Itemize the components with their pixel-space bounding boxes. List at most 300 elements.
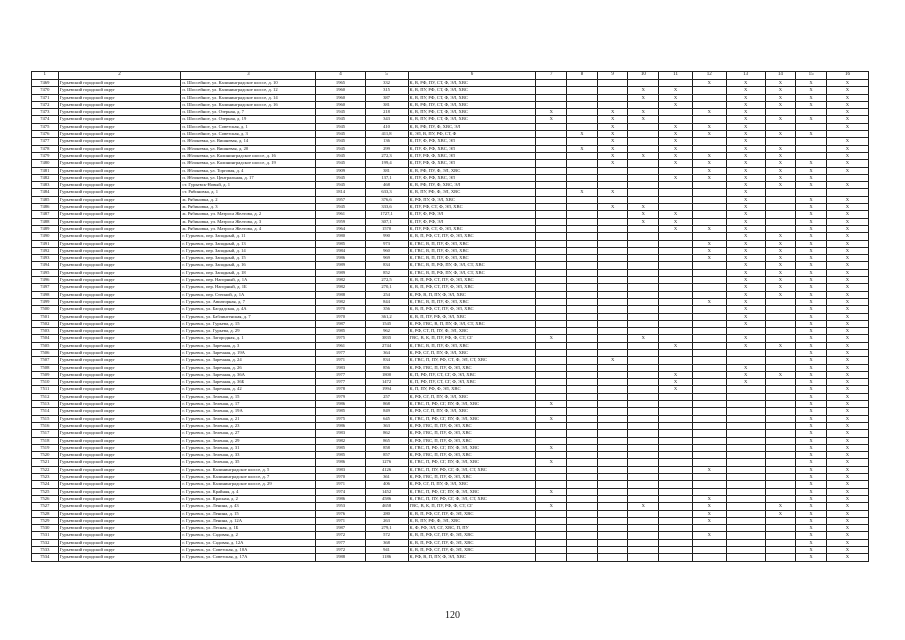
table-cell: 7480 xyxy=(32,160,59,167)
table-cell xyxy=(536,364,567,371)
table-cell: X xyxy=(659,145,693,152)
table-cell xyxy=(765,481,796,488)
table-cell xyxy=(726,525,765,532)
table-cell xyxy=(726,474,765,481)
table-cell: X xyxy=(826,401,868,408)
table-cell: 137,1 xyxy=(365,174,408,181)
table-cell: X xyxy=(826,422,868,429)
table-cell: 1945 xyxy=(316,152,365,159)
table-cell: 1945 xyxy=(316,174,365,181)
table-cell: 7504 xyxy=(32,335,59,342)
table-cell: X xyxy=(826,218,868,225)
table-cell: 1988 xyxy=(316,291,365,298)
table-cell xyxy=(567,167,598,174)
housing-register-table xyxy=(31,71,869,562)
table-cell xyxy=(536,430,567,437)
table-row xyxy=(32,539,869,546)
table-cell xyxy=(796,123,827,130)
table-cell: X xyxy=(796,196,827,203)
table-cell: X xyxy=(597,357,628,364)
table-cell: Гурьевский городской округ xyxy=(58,204,181,211)
table-cell xyxy=(597,306,628,313)
table-cell: Гурьевский городской округ xyxy=(58,349,181,356)
table-cell: X xyxy=(726,80,765,87)
table-cell xyxy=(726,459,765,466)
table-cell: К, РФ, СГ, П, ПУ, Ф, ЭЛ, ХВС xyxy=(408,393,536,400)
table-cell: 7498 xyxy=(32,291,59,298)
table-cell: X xyxy=(796,247,827,254)
table-cell xyxy=(628,532,659,539)
table-cell: Гурьевский городской округ xyxy=(58,422,181,429)
table-cell xyxy=(628,138,659,145)
table-cell: 7509 xyxy=(32,371,59,378)
table-cell xyxy=(765,189,796,196)
table-cell: 7517 xyxy=(32,430,59,437)
table-cell: К, РФ, ГВС, П, ПУ, Ф, ЭЛ, ХВС xyxy=(408,430,536,437)
table-cell: 468 xyxy=(365,182,408,189)
table-cell: 7492 xyxy=(32,247,59,254)
table-cell: 7473 xyxy=(32,109,59,116)
table-cell xyxy=(567,211,598,218)
table-cell xyxy=(628,488,659,495)
table-cell xyxy=(597,371,628,378)
table-cell xyxy=(567,306,598,313)
table-cell xyxy=(597,408,628,415)
table-cell: Гурьевский городской округ xyxy=(58,298,181,305)
table-cell xyxy=(659,262,693,269)
column-number-cell: 11 xyxy=(659,72,693,80)
table-cell: 218 xyxy=(365,109,408,116)
table-cell: X xyxy=(692,152,726,159)
table-cell: 7476 xyxy=(32,131,59,138)
table-cell: 406 xyxy=(365,481,408,488)
table-cell xyxy=(628,262,659,269)
table-cell xyxy=(765,488,796,495)
table-cell: X xyxy=(659,225,693,232)
table-cell: X xyxy=(826,313,868,320)
column-number-cell: 16 xyxy=(826,72,868,80)
table-cell: К, В, ПУ, РФ, СТ, Ф, ЭЛ, ХВС xyxy=(408,109,536,116)
table-cell: К, ГВС, П, РФ, СГ, ПУ, Ф, ЭЛ, ХВС xyxy=(408,415,536,422)
table-cell xyxy=(692,189,726,196)
table-cell: X xyxy=(726,204,765,211)
table-cell xyxy=(692,335,726,342)
table-cell xyxy=(628,393,659,400)
table-cell: X xyxy=(726,123,765,130)
table-cell xyxy=(692,204,726,211)
table-cell: 1985 xyxy=(316,408,365,415)
table-cell xyxy=(567,401,598,408)
table-cell xyxy=(567,357,598,364)
table-cell: X xyxy=(826,415,868,422)
table-cell xyxy=(726,408,765,415)
table-cell xyxy=(659,247,693,254)
table-cell xyxy=(597,474,628,481)
table-cell: X xyxy=(726,313,765,320)
table-cell: 381 xyxy=(365,167,408,174)
table-cell: X xyxy=(765,87,796,94)
table-cell: X xyxy=(826,94,868,101)
table-row xyxy=(32,371,869,378)
table-cell: X xyxy=(796,342,827,349)
table-cell xyxy=(659,401,693,408)
table-cell: X xyxy=(536,459,567,466)
table-cell xyxy=(726,510,765,517)
table-cell xyxy=(692,87,726,94)
table-cell xyxy=(628,408,659,415)
table-cell: 1945 xyxy=(316,123,365,130)
table-cell: К, В, П, РФ, СГ, ПУ, Ф, ЭЛ, ХВС xyxy=(408,510,536,517)
table-cell: 862 xyxy=(365,430,408,437)
table-cell xyxy=(659,554,693,561)
table-cell xyxy=(567,495,598,502)
table-cell xyxy=(567,233,598,240)
table-cell: 1989 xyxy=(316,269,365,276)
table-cell xyxy=(597,517,628,524)
table-cell: ст. Рябиновка, д. 1 xyxy=(181,189,316,196)
table-cell: К, РФ, СГ, П, ПУ, Ф, ЭЛ, ХВС xyxy=(408,481,536,488)
table-cell: г. Гурьевск, ул. Садовая, д. 2 xyxy=(181,532,316,539)
table-cell xyxy=(796,152,827,159)
table-row xyxy=(32,452,869,459)
table-cell xyxy=(536,233,567,240)
table-cell: X xyxy=(726,371,765,378)
table-cell: 361 xyxy=(365,474,408,481)
table-cell: X xyxy=(726,291,765,298)
table-cell: К, РФ, В, П, ПУ, Ф, ЭЛ, ХВС xyxy=(408,291,536,298)
table-cell: 1987 xyxy=(316,320,365,327)
table-cell xyxy=(659,182,693,189)
table-cell: X xyxy=(826,510,868,517)
table-cell: X xyxy=(796,379,827,386)
table-cell: Гурьевский городской округ xyxy=(58,444,181,451)
table-cell: г. Гурьевск, ул. Красная, д. 2 xyxy=(181,495,316,502)
table-cell: X xyxy=(796,510,827,517)
table-cell xyxy=(765,408,796,415)
table-cell xyxy=(692,211,726,218)
table-cell: Гурьевский городской округ xyxy=(58,554,181,561)
table-cell: 1814 xyxy=(316,189,365,196)
table-cell: 257 xyxy=(365,393,408,400)
table-cell xyxy=(597,167,628,174)
table-cell xyxy=(536,328,567,335)
table-cell xyxy=(597,444,628,451)
table-cell xyxy=(567,539,598,546)
table-row xyxy=(32,277,869,284)
table-cell: К, ЭЛ, В, ПУ, РФ, СТ, Ф xyxy=(408,131,536,138)
table-cell: X xyxy=(726,225,765,232)
table-cell xyxy=(628,379,659,386)
table-cell xyxy=(659,306,693,313)
table-cell xyxy=(765,335,796,342)
table-cell xyxy=(536,291,567,298)
column-number-cell: 8 xyxy=(567,72,598,80)
table-row xyxy=(32,211,869,218)
table-cell: 361,2 xyxy=(365,313,408,320)
table-cell: г. Гурьевск, ул. Крайняя, д. 4 xyxy=(181,488,316,495)
table-cell: 7519 xyxy=(32,444,59,451)
table-cell: 7516 xyxy=(32,422,59,429)
table-cell xyxy=(567,109,598,116)
table-cell xyxy=(567,481,598,488)
table-cell: г. Гурьевск, ул. Зеленая, д. 21 xyxy=(181,415,316,422)
table-cell xyxy=(659,364,693,371)
table-cell: 960 xyxy=(365,247,408,254)
table-cell xyxy=(597,422,628,429)
table-cell xyxy=(628,371,659,378)
table-cell xyxy=(567,204,598,211)
table-cell: 973 xyxy=(365,240,408,247)
table-cell: 856 xyxy=(365,364,408,371)
table-row xyxy=(32,240,869,247)
table-cell: К, ГВС, П, РФ, СГ, ПУ, Ф, ЭЛ, ХВС xyxy=(408,488,536,495)
table-row xyxy=(32,495,869,502)
table-cell: 834 xyxy=(365,262,408,269)
table-cell: 1988 xyxy=(316,554,365,561)
table-cell: X xyxy=(796,364,827,371)
table-cell: 1971 xyxy=(316,517,365,524)
table-cell: ж. Рябиновка, ул. Матроса Желтова, д. 2 xyxy=(181,211,316,218)
table-row xyxy=(32,306,869,313)
table-cell xyxy=(692,145,726,152)
table-cell: 7503 xyxy=(32,328,59,335)
table-cell xyxy=(536,379,567,386)
table-cell xyxy=(726,437,765,444)
table-cell xyxy=(765,415,796,422)
table-cell xyxy=(692,101,726,108)
table-cell xyxy=(765,320,796,327)
table-cell: X xyxy=(765,277,796,284)
table-cell xyxy=(692,386,726,393)
column-number-cell: 5 xyxy=(365,72,408,80)
table-cell: 7531 xyxy=(32,532,59,539)
table-cell: X xyxy=(765,145,796,152)
table-cell xyxy=(536,196,567,203)
table-cell: X xyxy=(659,386,693,393)
table-cell: К, В, ПУ, РФ, СТ, Ф, ЭЛ, ХВС xyxy=(408,116,536,123)
table-cell: Гурьевский городской округ xyxy=(58,393,181,400)
table-cell xyxy=(726,444,765,451)
table-cell: X xyxy=(726,233,765,240)
table-cell: 633,3 xyxy=(365,189,408,196)
table-cell xyxy=(765,459,796,466)
table-cell: 7471 xyxy=(32,94,59,101)
table-cell xyxy=(765,532,796,539)
table-cell xyxy=(567,422,598,429)
table-cell: X xyxy=(726,196,765,203)
table-cell: п. Яблоневка, ул. Калининградское шоссе, д. 19 xyxy=(181,160,316,167)
table-cell xyxy=(536,357,567,364)
table-cell: 356 xyxy=(365,306,408,313)
table-cell: 7474 xyxy=(32,116,59,123)
table-cell xyxy=(628,459,659,466)
table-cell: Гурьевский городской округ xyxy=(58,123,181,130)
table-cell xyxy=(536,313,567,320)
table-cell: Гурьевский городской округ xyxy=(58,247,181,254)
table-cell: К, В, П, РФ, СГ, ПУ, Ф, ЭЛ, ХВС xyxy=(408,547,536,554)
table-cell: X xyxy=(826,371,868,378)
table-cell xyxy=(597,342,628,349)
table-cell xyxy=(597,430,628,437)
table-cell xyxy=(597,364,628,371)
table-cell: 1945 xyxy=(316,160,365,167)
table-cell: X xyxy=(796,357,827,364)
table-cell: X xyxy=(826,225,868,232)
table-cell xyxy=(597,269,628,276)
table-cell xyxy=(628,182,659,189)
table-cell: К, ГВС, В, П, ПУ, Ф, ЭЛ, ХВС xyxy=(408,247,536,254)
table-cell: 1970 xyxy=(316,474,365,481)
table-row xyxy=(32,123,869,130)
table-cell: 1982 xyxy=(316,437,365,444)
table-cell xyxy=(536,189,567,196)
table-cell xyxy=(692,539,726,546)
table-cell: X xyxy=(726,145,765,152)
table-cell: X xyxy=(726,109,765,116)
table-cell: г. Гурьевск, ул. Советская, д. 10А xyxy=(181,547,316,554)
table-cell xyxy=(567,371,598,378)
table-cell xyxy=(597,466,628,473)
table-row xyxy=(32,225,869,232)
table-cell: X xyxy=(597,160,628,167)
table-cell xyxy=(659,349,693,356)
table-cell: X xyxy=(765,262,796,269)
table-cell: 1960 xyxy=(316,101,365,108)
table-cell xyxy=(765,474,796,481)
table-cell: X xyxy=(726,247,765,254)
table-cell: Гурьевский городской округ xyxy=(58,174,181,181)
table-cell: X xyxy=(826,262,868,269)
table-cell: 868 xyxy=(365,401,408,408)
column-number-cell: 6 xyxy=(408,72,536,80)
table-cell xyxy=(692,444,726,451)
table-cell xyxy=(536,306,567,313)
table-cell: г. Гурьевск, ул. Гурьева, д. 29 xyxy=(181,328,316,335)
table-cell: г. Гурьевск, ул. Багдадская, д. 4А xyxy=(181,306,316,313)
table-row xyxy=(32,547,869,554)
table-cell: X xyxy=(726,298,765,305)
column-number-cell: 9 xyxy=(597,72,628,80)
table-cell xyxy=(826,174,868,181)
table-cell: Гурьевский городской округ xyxy=(58,313,181,320)
table-cell: г. Гурьевск, ул. Калининградское шоссе, д. 29 xyxy=(181,481,316,488)
table-cell xyxy=(536,481,567,488)
table-cell xyxy=(628,401,659,408)
table-cell xyxy=(628,554,659,561)
table-cell: X xyxy=(796,335,827,342)
table-row xyxy=(32,386,869,393)
table-cell xyxy=(628,80,659,87)
table-cell: ст. Гурьевск-Новый, д. 1 xyxy=(181,182,316,189)
table-cell: X xyxy=(826,269,868,276)
table-cell: п. Яблоневка, ул. Вишневая, д. 20 xyxy=(181,145,316,152)
table-cell: 572 xyxy=(365,532,408,539)
table-cell xyxy=(692,320,726,327)
table-cell xyxy=(628,415,659,422)
table-cell: X xyxy=(659,152,693,159)
table-cell: 1945 xyxy=(316,145,365,152)
table-cell xyxy=(726,503,765,510)
table-cell xyxy=(567,160,598,167)
table-cell: X xyxy=(597,145,628,152)
table-cell: 254 xyxy=(365,291,408,298)
table-cell xyxy=(597,488,628,495)
table-cell xyxy=(567,408,598,415)
table-cell xyxy=(692,262,726,269)
table-cell xyxy=(628,386,659,393)
table-cell xyxy=(726,430,765,437)
table-cell: К, В, РФ, ПУ, Ф, ХВС, ЭЛ xyxy=(408,182,536,189)
table-cell: X xyxy=(826,547,868,554)
table-cell: X xyxy=(692,109,726,116)
table-cell: К, В, РФ, ПУ, Ф, ЭЛ, ХВС xyxy=(408,167,536,174)
table-cell xyxy=(659,481,693,488)
table-cell: X xyxy=(796,101,827,108)
table-cell xyxy=(628,174,659,181)
table-cell: 4586 xyxy=(365,495,408,502)
table-cell xyxy=(597,393,628,400)
table-cell xyxy=(628,364,659,371)
table-cell: 7511 xyxy=(32,386,59,393)
table-cell: Гурьевский городской округ xyxy=(58,357,181,364)
table-cell: X xyxy=(796,481,827,488)
table-cell: 1970 xyxy=(316,313,365,320)
table-cell: X xyxy=(826,240,868,247)
table-cell: 7532 xyxy=(32,539,59,546)
table-cell: X xyxy=(796,182,827,189)
table-cell: X xyxy=(692,247,726,254)
table-cell xyxy=(597,495,628,502)
table-cell: Гурьевский городской округ xyxy=(58,284,181,291)
table-cell: 990 xyxy=(365,233,408,240)
table-cell: 7494 xyxy=(32,262,59,269)
table-cell: X xyxy=(826,459,868,466)
table-cell xyxy=(567,517,598,524)
table-cell xyxy=(628,269,659,276)
table-cell: X xyxy=(692,160,726,167)
table-cell xyxy=(796,109,827,116)
table-cell: К, В, П, ПУ, РФ, Ф, ЭЛ, ХВС xyxy=(408,313,536,320)
table-cell xyxy=(659,189,693,196)
table-cell: п. Шоссейное, ул. Калининградское шоссе, д. 12 xyxy=(181,87,316,94)
table-cell xyxy=(628,277,659,284)
table-cell xyxy=(692,430,726,437)
table-cell: X xyxy=(726,306,765,313)
table-cell xyxy=(628,342,659,349)
table-row xyxy=(32,532,869,539)
table-cell xyxy=(567,503,598,510)
table-cell: п. Шоссейное, ул. Озерная, д. 7 xyxy=(181,109,316,116)
table-cell: 1964 xyxy=(316,225,365,232)
table-cell xyxy=(597,225,628,232)
table-cell xyxy=(726,554,765,561)
table-cell xyxy=(726,547,765,554)
table-cell: X xyxy=(826,211,868,218)
table-row xyxy=(32,87,869,94)
table-cell xyxy=(536,517,567,524)
table-cell: X xyxy=(692,517,726,524)
table-cell: X xyxy=(826,517,868,524)
table-cell xyxy=(536,510,567,517)
table-cell xyxy=(536,225,567,232)
table-cell: X xyxy=(826,196,868,203)
table-cell xyxy=(597,547,628,554)
table-cell xyxy=(692,342,726,349)
table-cell: X xyxy=(796,422,827,429)
table-cell: К, ПУ, Ф, РФ, ХВС, ЭЛ xyxy=(408,145,536,152)
table-cell xyxy=(628,167,659,174)
table-cell: г. Гурьевск, пер. Нагорный, д. 1Б xyxy=(181,284,316,291)
